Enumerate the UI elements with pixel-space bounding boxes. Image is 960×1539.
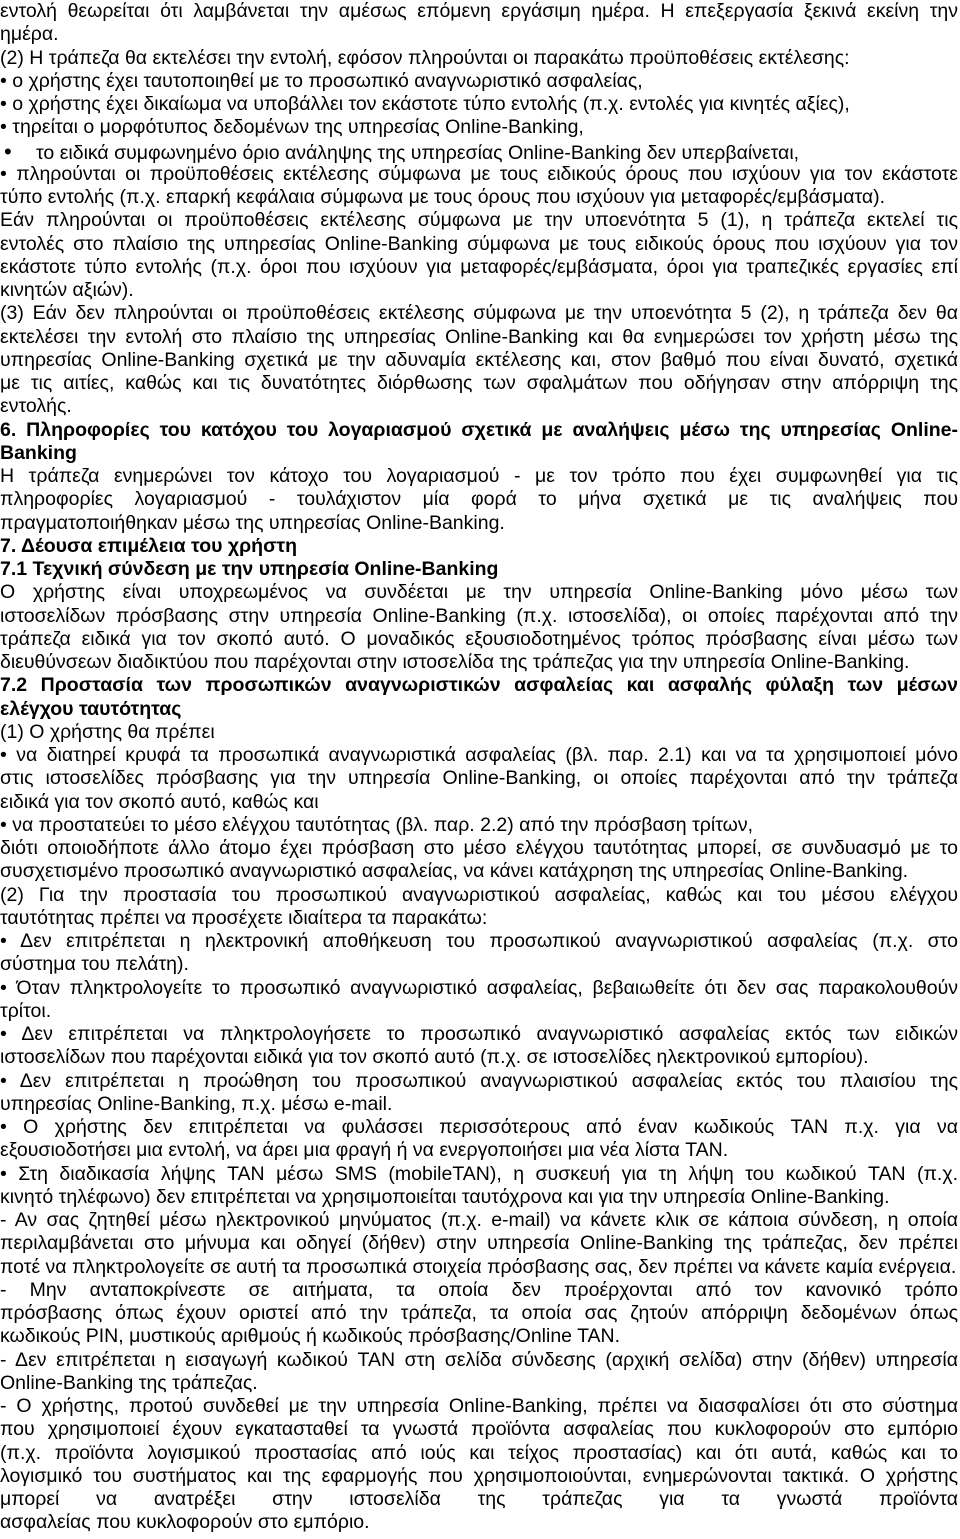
text-line: στις ιστοσελίδες πρόσβασης για την υπηρεσία Online-Banking, οι οποίες παρέχονται από την τράπεζα [0,767,958,790]
text-line: • να διατηρεί κρυφά τα προσωπικά αναγνωριστικά ασφαλείας (βλ. παρ. 2.1) και να τα χρησιμοποιεί μόνο [0,744,958,766]
text-line: Banking [0,441,77,464]
text-line: 7.2 Προστασία των προσωπικών αναγνωριστικών ασφαλείας και ασφαλής φύλαξη των μέσων [0,674,958,697]
bullet-icon: • [4,138,12,164]
text-line: κινητό τηλέφωνο) δεν επιτρέπεται να χρησιμοποιείται ταυτόχρονα και για την υπηρεσία Online-Banking. [0,1185,890,1208]
text-line: - Αν σας ζητηθεί μέσω ηλεκτρονικού μηνύματος (π.χ. e-mail) να κάνετε κλικ σε κάποια σύνδεση, η οποία [0,1209,958,1231]
text-line: (π.χ. προϊόντα λογισμικού προστασίας από ιούς και τείχος προστασίας) και ότι αυτά, καθώς και το [0,1441,958,1464]
bullet-item [0,930,958,977]
text-line: υπηρεσίας Online-Banking σχετικά με την αδυναμία εκτέλεσης και, στον βαθμό που είναι δυνατό, σχετικά [0,348,958,371]
bullet-item [0,116,958,139]
text-line: • Δεν επιτρέπεται η προώθηση του προσωπικού αναγνωριστικού ασφαλείας εκτός του πλαισίου της [0,1069,958,1092]
dash-item [0,1395,958,1535]
text-line: ιστοσελίδων που παρέχονται ειδικά για τον σκοπό αυτό (π.χ. σε ιστοσελίδες ηλεκτρονικού εμπορίου). [0,1046,869,1069]
text-line: σύστημα του πελάτη). [0,953,189,976]
bullet-item [0,1163,958,1210]
text-line: τύπο εντολής (π.χ. επαρκή κεφάλαια σύμφωνα με τους όρους που ισχύουν για μεταφορές/εμβάσματα). [0,186,886,208]
text-line: ειδικά για τον σκοπό αυτό, καθώς και [0,790,319,813]
bullet-item [0,744,958,814]
text-line: - Δεν επιτρέπεται η εισαγωγή κωδικού TAN στη σελίδα σύνδεσης (αρχική σελίδα) στην (δήθεν) υπηρεσία [0,1348,958,1371]
text-line: Εάν πληρούνται οι προϋποθέσεις εκτέλεσης σύμφωνα με την υποενότητα 5 (1), η τράπεζα εκτελεί τις [0,209,958,232]
text-line: - Ο χρήστης, προτού συνδεθεί με την υπηρεσία Online-Banking, πρέπει να διασφαλίσει ότι στο σύστημα [0,1395,958,1417]
dash-item [0,1209,958,1279]
dash-item [0,1349,958,1396]
paragraph [0,465,958,535]
paragraph [0,47,958,70]
bullet-item [0,1023,958,1070]
text-line: εντολές στο πλαίσιο της υπηρεσίας Online-Banking σύμφωνα με τους ειδικούς όρους που ισχύουν για τον [0,232,958,255]
bullet-item [0,163,958,210]
text-line: • ο χρήστης έχει ταυτοποιηθεί με το προσωπικό αναγνωριστικό ασφαλείας, [0,69,643,92]
text-line: ποτέ να πληκτρολογείτε σε αυτή τα προσωπικά στοιχεία πρόσβασης σας, δεν πρέπει να κάνετε καμία ενέργεια. [0,1255,957,1278]
text-line: Η τράπεζα ενημερώνει τον κάτοχο του λογαριασμού - με τον τρόπο που έχει συμφωνηθεί για τις [0,465,958,487]
section-heading [0,674,958,721]
text-line: (1) Ο χρήστης θα πρέπει [0,720,215,743]
text-line: ελέγχου ταυτότητας [0,697,182,720]
paragraph [0,581,958,674]
text-line: • Δεν επιτρέπεται να πληκτρολογήσετε το προσωπικό αναγνωριστικό ασφαλείας εκτός των ειδικών [0,1023,958,1045]
text-line: 7. Δέουσα επιμέλεια του χρήστη [0,534,298,557]
text-line: εκτελέσει την εντολή στο πλαίσιο της υπηρεσίας Online-Banking και θα ενημερώσει τον χρήστη μέσω της [0,325,958,348]
text-line: Online-Banking της τράπεζας. [0,1371,258,1394]
paragraph [0,721,958,744]
text-line: εντολή θεωρείται ότι λαμβάνεται την αμέσως επόμενη εργάσιμη ημέρα. Η επεξεργασία ξεκινά εκείνη την [0,0,958,22]
text-line: - Μην ανταποκρίνεστε σε αιτήματα, τα οποία δεν προέρχονται από τον κανονικό τρόπο [0,1278,958,1301]
paragraph [0,302,958,418]
text-line: εκάστοτε τύπο εντολής (π.χ. όροι που ισχύουν για μεταφορές/εμβάσματα, όροι για τραπεζικές εργασίες επί [0,255,958,278]
text-line: διότι οποιοδήποτε άλλο άτομο έχει πρόσβαση στο μέσο ελέγχου ταυτότητας μπορεί, σε συνδυασμό με το [0,837,958,859]
text-line: που χρησιμοποιεί έχουν εγκατασταθεί τα γνωστά προϊόντα ασφαλείας που κυκλοφορούν στο εμπόριο [0,1418,958,1441]
bullet-item [0,140,958,163]
text-line: τρίτοι. [0,999,52,1022]
bullet-item [0,93,958,116]
paragraph [0,0,958,47]
bullet-item [0,977,958,1024]
text-line: μπορεί να ανατρέξει στην ιστοσελίδα της τράπεζας για τα γνωστά προϊόντα [0,1488,958,1510]
text-line: • ο χρήστης έχει δικαίωμα να υποβάλλει τον εκάστοτε τύπο εντολής (π.χ. εντολές για κινητές αξίες), [0,93,850,115]
text-line: περιλαμβάνεται στο μήνυμα και οδηγεί (δήθεν) στην υπηρεσία Online-Banking της τράπεζας, δεν πρέπει [0,1232,958,1255]
paragraph [0,837,958,884]
text-line: • να προστατεύει το μέσο ελέγχου ταυτότητας (βλ. παρ. 2.2) από την πρόσβαση τρίτων, [0,813,754,836]
text-line: πρόσβασης όπως έχουν οριστεί από την τράπεζα, τα οποία σας ζητούν απόρριψη δεδομένων όπως [0,1302,958,1324]
text-line: • πληρούνται οι προϋποθέσεις εκτέλεσης σύμφωνα με τους ειδικούς όρους που ισχύουν για τον εκάστοτε [0,162,958,185]
bullet-item [0,814,958,837]
text-line: ιστοσελίδων πρόσβασης στην υπηρεσία Online-Banking (π.χ. ιστοσελίδα), οι οποίες παρέχονται από την [0,604,958,627]
text-line: (2) Για την προστασία του προσωπικού αναγνωριστικού ασφαλείας, καθώς και του μέσου ελέγχου [0,883,958,906]
text-line: πραγματοποιήθηκαν μέσω της υπηρεσίας Online-Banking. [0,511,505,534]
text-line: με τις αιτίες, καθώς και τις δυνατότητες διόρθωσης των σφαλμάτων που οδήγησαν στην απόρριψη της [0,372,958,394]
section-heading [0,419,958,466]
text-line: 7.1 Τεχνική σύνδεση με την υπηρεσία Online-Banking [0,558,499,580]
paragraph [0,209,958,302]
text-line: • Δεν επιτρέπεται η ηλεκτρονική αποθήκευση του προσωπικού αναγνωριστικού ασφαλείας (π.χ. στο [0,930,958,952]
text-line: εξουσιοδοτήσει μια εντολή, να άρει μια φραγή ή να ενεργοποιήσει μια νέα λίστα TAN. [0,1139,729,1162]
text-line: • τηρείται ο μορφότυπος δεδομένων της υπηρεσίας Online-Banking, [0,116,584,139]
text-line: διευθύνσεων διαδικτύου που παρέχονται στην ιστοσελίδα της τράπεζας για την υπηρεσία Online-Banking. [0,651,910,673]
text-line: τράπεζα ειδικά για τον σκοπό αυτό. Ο μοναδικός εξουσιοδοτημένος τρόπος πρόσβασης είναι μέσω των [0,627,958,650]
text-line: ασφαλείας που κυκλοφορούν στο εμπόριο. [0,1511,370,1534]
dash-item [0,1279,958,1349]
text-line: υπηρεσίας Online-Banking, π.χ. μέσω e-mail. [0,1092,393,1115]
paragraph [0,884,958,931]
text-line [0,140,958,163]
text-line: λογισμικό του συστήματος και της εφαρμογής που χρησιμοποιούνται, ενημερώνονται τακτικά. Ο χρήστης [0,1464,958,1487]
text-line: κωδικούς PIN, μυστικούς αριθμούς ή κωδικούς πρόσβασης/Online TAN. [0,1325,621,1348]
text-line: • Όταν πληκτρολογείτε το προσωπικό αναγνωριστικό ασφαλείας, βεβαιωθείτε ότι δεν σας παρακολουθούν [0,976,958,999]
text-line: κινητών αξιών). [0,279,134,301]
text-line: πληροφορίες λογαριασμού - τουλάχιστον μία φορά το μήνα σχετικά με τις αναλήψεις που [0,488,958,511]
text-line: • Ο χρήστης δεν επιτρέπεται να φυλάσσει περισσότερους από έναν κωδικούς TAN π.χ. για να [0,1116,958,1138]
bullet-item [0,70,958,93]
text-line: συσχετισμένο προσωπικό αναγνωριστικό ασφαλείας, να κάνει κατάχρηση της υπηρεσίας Online-Banking. [0,860,909,883]
bullet-item [0,1070,958,1117]
text-line: εντολής. [0,395,72,418]
text-line: 6. Πληροφορίες του κατόχου του λογαριασμού σχετικά με αναλήψεις μέσω της υπηρεσίας Online- [0,418,958,441]
text-line: ημέρα. [0,23,59,46]
bullet-item [0,1116,958,1163]
text-line: Ο χρήστης είναι υποχρεωμένος να συνδέεται με την υπηρεσία Online-Banking μόνο μέσω των [0,581,958,604]
text-line: (2) Η τράπεζα θα εκτελέσει την εντολή, εφόσον πληρούνται οι παρακάτω προϋποθέσεις εκτέλεσης: [0,46,850,69]
section-heading [0,535,958,558]
bullet-text: το ειδικά συμφωνημένο όριο ανάληψης της υπηρεσίας Online-Banking δεν υπερβαίνεται, [36,141,800,164]
text-line: ταυτότητας πρέπει να προσέχετε ιδιαίτερα τα παρακάτω: [0,906,488,929]
text-line: (3) Εάν δεν πληρούνται οι προϋποθέσεις εκτέλεσης σύμφωνα με την υποενότητα 5 (2), η τράπεζα δεν θα [0,302,958,325]
section-heading [0,558,958,581]
text-line: • Στη διαδικασία λήψης TAN μέσω SMS (mobileTAN), η συσκευή για τη λήψη του κωδικού TAN (π.χ. [0,1162,958,1185]
